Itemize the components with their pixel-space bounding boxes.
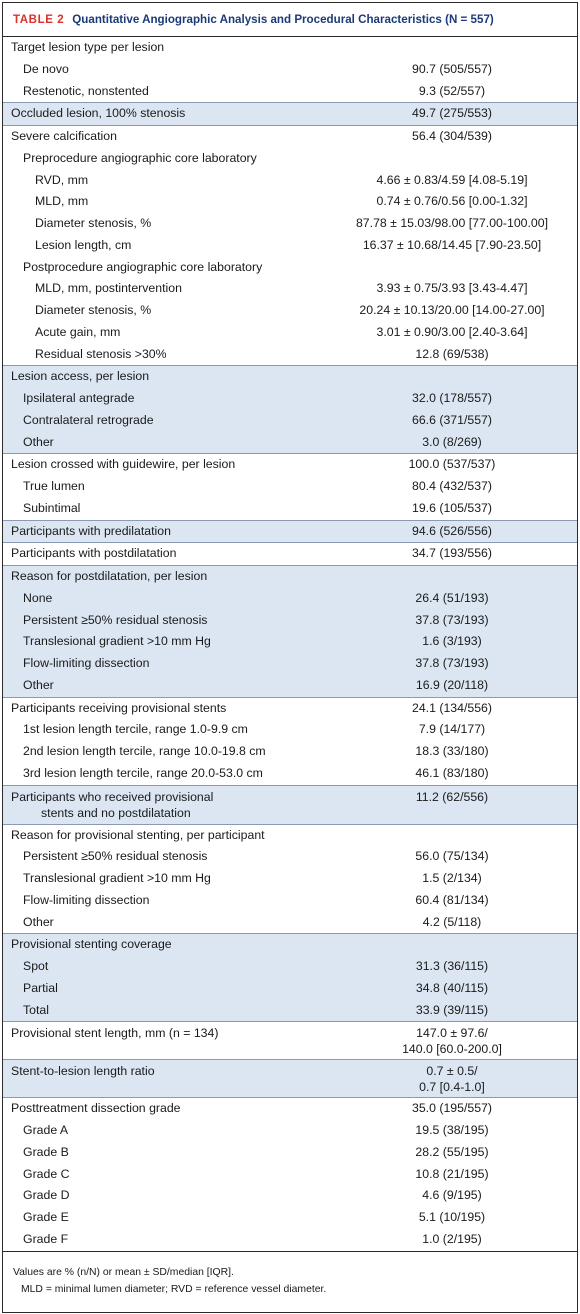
table-row [3,565,577,588]
table-row [3,653,577,675]
row-label-text: Total [23,1002,49,1017]
row-label-text: RVD, mm [35,172,89,187]
table-row [3,741,577,763]
row-value-text: 100.0 (537/537) [408,457,496,472]
row-label [3,521,331,543]
row-label [3,1063,331,1095]
row-label [3,610,331,632]
table-title: Quantitative Angiographic Analysis and Procedural Characteristics (N = 557) [72,13,494,26]
row-label [3,1164,331,1186]
table-row [3,912,577,934]
table-row [3,933,577,956]
table-frame [2,2,578,1313]
row-value-text: 80.4 (432/537) [412,479,492,493]
row-label-text: Persistent ≥50% residual stenosis [23,849,208,864]
row-value-text: 34.7 (193/556) [412,546,492,561]
row-label [3,1000,331,1022]
row-label-text: Occluded lesion, 100% stenosis [11,106,186,121]
row-value [331,1120,577,1142]
table-row [3,1142,577,1164]
row-value-text: 24.1 (134/556) [412,700,492,715]
row-label [3,410,331,432]
table-row [3,278,577,300]
row-label [3,388,331,410]
row-label-text: Grade B [23,1144,69,1159]
row-value [331,741,577,763]
table-row [3,1059,577,1097]
row-value-text: 19.5 (38/195) [415,1123,489,1137]
row-value [331,213,577,235]
row-value-text: 9.3 (52/557) [418,83,486,98]
table-row [3,235,577,257]
table-row [3,1229,577,1251]
row-value-text: 46.1 (83/180) [415,765,489,780]
row-value-continuation: 0.7 [0.4-1.0] [419,1080,485,1095]
table-row [3,59,577,81]
row-label-text: Grade E [23,1210,69,1224]
row-value-text: 1.6 (3/193) [422,634,482,649]
row-value [331,191,577,213]
table-row [3,1120,577,1142]
row-label-text: De novo [23,61,69,76]
row-label [3,741,331,763]
table-body [3,37,577,1251]
row-value [331,410,577,432]
row-label [3,1207,331,1229]
row-label-continuation: stents and no postdilatation [41,805,191,820]
row-label-text: Grade F [23,1231,69,1246]
row-label [3,191,331,213]
table-row [3,675,577,697]
table-footnotes [3,1251,577,1312]
row-label [3,1142,331,1164]
row-label-text: Other [23,434,54,449]
row-value-text: 31.3 (36/115) [415,959,489,973]
row-label [3,454,331,476]
row-label [3,698,331,720]
row-value [331,1142,577,1164]
row-label-text: 2nd lesion length tercile, range 10.0-19.8 cm [23,744,266,758]
row-label [3,498,331,520]
row-value-text: 7.9 (14/177) [418,722,486,737]
row-value [331,521,577,543]
row-label [3,476,331,498]
row-label-text: Translesional gradient >10 mm Hg [23,634,211,649]
row-label [3,103,331,125]
row-label [3,588,331,610]
row-value [331,1063,577,1095]
row-value [331,846,577,868]
row-value-text: 147.0 ± 97.6/ [416,1026,488,1041]
table-row [3,148,577,170]
row-label-text: MLD, mm [35,194,89,209]
row-label-text: Acute gain, mm [35,324,121,339]
table-row [3,432,577,454]
row-label-text: Participants who received provisional [11,789,214,804]
row-label [3,1229,331,1251]
table-row [3,102,577,125]
row-value [331,432,577,454]
table-row [3,498,577,520]
row-value-text: 20.24 ± 10.13/20.00 [14.00-27.00] [359,303,545,317]
row-label [3,846,331,868]
row-label-text: Participants with postdilatation [11,546,177,561]
row-label-text: MLD, mm, postintervention [35,281,182,296]
table-row [3,631,577,653]
row-value-text: 37.8 (73/193) [415,656,489,670]
table-row [3,978,577,1000]
row-label [3,278,331,300]
row-value-text: 16.37 ± 10.68/14.45 [7.90-23.50] [362,237,542,252]
table-row [3,191,577,213]
row-value-text: 90.7 (505/557) [412,61,492,76]
table-row [3,588,577,610]
row-label-text: Posttreatment dissection grade [11,1101,181,1116]
row-label [3,366,331,388]
row-value [331,498,577,520]
table-row [3,125,577,148]
row-value [331,1000,577,1022]
row-label [3,653,331,675]
table-row [3,257,577,279]
table-row [3,1207,577,1229]
row-label-text: Grade A [23,1123,69,1137]
table-row [3,300,577,322]
row-value-text: 26.4 (51/193) [415,590,489,605]
row-label-text: 3rd lesion length tercile, range 20.0-53.0 cm [23,765,263,780]
table-row [3,322,577,344]
row-value [331,170,577,192]
row-label [3,763,331,785]
row-label-text: Postprocedure angiographic core laboratory [23,259,263,274]
row-label-text: Diameter stenosis, % [35,303,152,317]
row-label [3,631,331,653]
row-value-text: 3.0 (8/269) [422,434,482,449]
row-value-text: 16.9 (20/118) [415,677,489,692]
row-value-text: 5.1 (10/195) [418,1210,486,1224]
table-tag: TABLE 2 [13,13,65,26]
row-label [3,148,331,170]
row-value-text: 3.01 ± 0.90/3.00 [2.40-3.64] [376,324,528,339]
row-value [331,1185,577,1207]
row-label-text: Spot [23,959,49,973]
table-row [3,1164,577,1186]
table-row [3,719,577,741]
row-label-text: Diameter stenosis, % [35,216,152,230]
row-label [3,1025,331,1057]
row-value [331,454,577,476]
row-label-text: Translesional gradient >10 mm Hg [23,871,211,885]
row-value [331,978,577,1000]
row-label [3,978,331,1000]
row-label-text: Lesion access, per lesion [11,369,150,384]
row-label-text: Preprocedure angiographic core laboratory [23,150,257,165]
row-value-text: 37.8 (73/193) [415,612,489,627]
row-value [331,719,577,741]
row-value-text: 11.2 (62/556) [415,789,489,804]
row-label [3,126,331,148]
table-row [3,37,577,59]
row-label-text: Other [23,914,54,929]
table-row [3,388,577,410]
row-label [3,170,331,192]
row-label [3,789,331,821]
row-value [331,1207,577,1229]
table-row [3,213,577,235]
row-value-text: 18.3 (33/180) [415,744,489,758]
row-value-text: 10.8 (21/195) [415,1166,489,1181]
row-label [3,543,331,565]
row-value-text: 4.6 (9/195) [422,1188,482,1203]
row-value [331,1025,577,1057]
row-label-text: Lesion length, cm [35,237,132,252]
row-label-text: Persistent ≥50% residual stenosis [23,612,208,627]
row-label-text: Lesion crossed with guidewire, per lesion [11,457,236,472]
row-value-text: 49.7 (275/553) [412,106,492,121]
table-row [3,453,577,476]
row-label [3,432,331,454]
row-value [331,257,577,279]
row-value [331,322,577,344]
row-label [3,257,331,279]
row-value [331,631,577,653]
row-value [331,698,577,720]
row-label-text: Subintimal [23,500,81,515]
row-label [3,37,331,59]
table-row [3,763,577,785]
row-value [331,890,577,912]
table-row [3,824,577,847]
row-value-text: 34.8 (40/115) [415,980,489,995]
row-label-text: Ipsilateral antegrade [23,391,135,405]
row-label-text: Provisional stenting coverage [11,937,172,952]
row-value [331,103,577,125]
row-value [331,235,577,257]
table-row [3,868,577,890]
row-value [331,610,577,632]
row-value [331,912,577,934]
row-value [331,366,577,388]
row-label [3,956,331,978]
row-label [3,566,331,588]
row-label-text: Grade D [23,1188,70,1203]
footnote-values: Values are % (n/N) or mean ± SD/median [IQR]. [13,1266,234,1278]
row-value [331,37,577,59]
table-row [3,344,577,366]
row-label [3,59,331,81]
row-value-text: 4.66 ± 0.83/4.59 [4.08-5.19] [376,172,528,187]
table-row [3,1021,577,1059]
table-row [3,520,577,543]
table-title-bar [3,3,577,37]
row-label [3,1120,331,1142]
row-label [3,934,331,956]
row-value-text: 35.0 (195/557) [412,1101,492,1116]
row-label [3,868,331,890]
table-row [3,956,577,978]
row-value-text: 87.78 ± 15.03/98.00 [77.00-100.00] [355,216,549,230]
table-row [3,785,577,824]
row-value-text: 56.0 (75/134) [415,849,489,864]
row-label [3,213,331,235]
row-value [331,825,577,847]
row-label-text: Partial [23,980,58,995]
row-label [3,235,331,257]
row-label-text: Flow-limiting dissection [23,892,150,907]
row-value-text: 33.9 (39/115) [415,1002,489,1017]
row-label [3,81,331,103]
row-value [331,1229,577,1251]
row-label [3,1098,331,1120]
row-label-text: Reason for provisional stenting, per participant [11,827,265,842]
row-value [331,675,577,697]
table-row [3,1185,577,1207]
row-label [3,890,331,912]
row-label [3,912,331,934]
row-label [3,1185,331,1207]
row-value [331,344,577,366]
row-label-text: Provisional stent length, mm (n = 134) [11,1026,219,1041]
row-value [331,653,577,675]
row-label-text: Target lesion type per lesion [11,40,165,54]
row-label-text: Contralateral retrograde [23,412,154,427]
row-value [331,1098,577,1120]
row-label [3,719,331,741]
table-row [3,846,577,868]
row-value [331,476,577,498]
row-label [3,344,331,366]
row-label-text: Restenotic, nonstented [23,83,149,98]
row-value-text: 19.6 (105/537) [412,500,492,515]
row-label-text: None [23,590,53,605]
table-row [3,1097,577,1120]
table-row [3,365,577,388]
table-row [3,476,577,498]
row-value [331,543,577,565]
row-value [331,388,577,410]
table-row [3,542,577,565]
row-value [331,868,577,890]
row-label [3,300,331,322]
row-label [3,675,331,697]
row-value [331,588,577,610]
row-label-text: True lumen [23,479,85,493]
row-label-text: Other [23,677,54,692]
row-value [331,148,577,170]
row-value-text: 4.2 (5/118) [422,914,482,929]
row-label [3,825,331,847]
row-value-text: 0.7 ± 0.5/ [426,1064,478,1079]
row-value [331,956,577,978]
row-value [331,566,577,588]
table-row [3,890,577,912]
row-label-text: Reason for postdilatation, per lesion [11,569,208,583]
table-row [3,170,577,192]
row-value-text: 12.8 (69/538) [415,346,489,361]
row-value-text: 1.0 (2/195) [422,1231,482,1246]
row-label-text: Severe calcification [11,129,117,143]
row-value-text: 28.2 (55/195) [415,1144,489,1159]
footnote-abbreviations: MLD = minimal lumen diameter; RVD = reference vessel diameter. [21,1283,327,1295]
table-row [3,81,577,103]
row-label-text: Flow-limiting dissection [23,656,150,670]
row-value [331,934,577,956]
row-value-text: 0.74 ± 0.76/0.56 [0.00-1.32] [376,194,528,209]
row-value-text: 32.0 (178/557) [412,391,492,405]
row-value-text: 3.93 ± 0.75/3.93 [3.43-4.47] [376,281,528,296]
row-label-text: 1st lesion length tercile, range 1.0-9.9 cm [23,722,248,737]
row-value [331,789,577,821]
table-row [3,697,577,720]
row-label-text: Residual stenosis >30% [35,346,167,361]
row-value [331,81,577,103]
row-value [331,126,577,148]
row-value [331,59,577,81]
row-value [331,278,577,300]
row-value [331,300,577,322]
row-value-text: 56.4 (304/539) [412,129,492,143]
row-value-text: 94.6 (526/556) [412,523,492,538]
row-label-text: Grade C [23,1166,70,1181]
table-row [3,1000,577,1022]
row-value [331,763,577,785]
row-value-text: 60.4 (81/134) [415,892,489,907]
table-row [3,410,577,432]
table-row [3,610,577,632]
row-value-continuation: 140.0 [60.0-200.0] [402,1042,502,1057]
row-label-text: Participants receiving provisional stents [11,700,227,715]
row-label [3,322,331,344]
row-value-text: 66.6 (371/557) [412,412,492,427]
row-value [331,1164,577,1186]
row-label-text: Stent-to-lesion length ratio [11,1064,155,1079]
row-label-text: Participants with predilatation [11,523,171,538]
row-value-text: 1.5 (2/134) [422,871,482,885]
